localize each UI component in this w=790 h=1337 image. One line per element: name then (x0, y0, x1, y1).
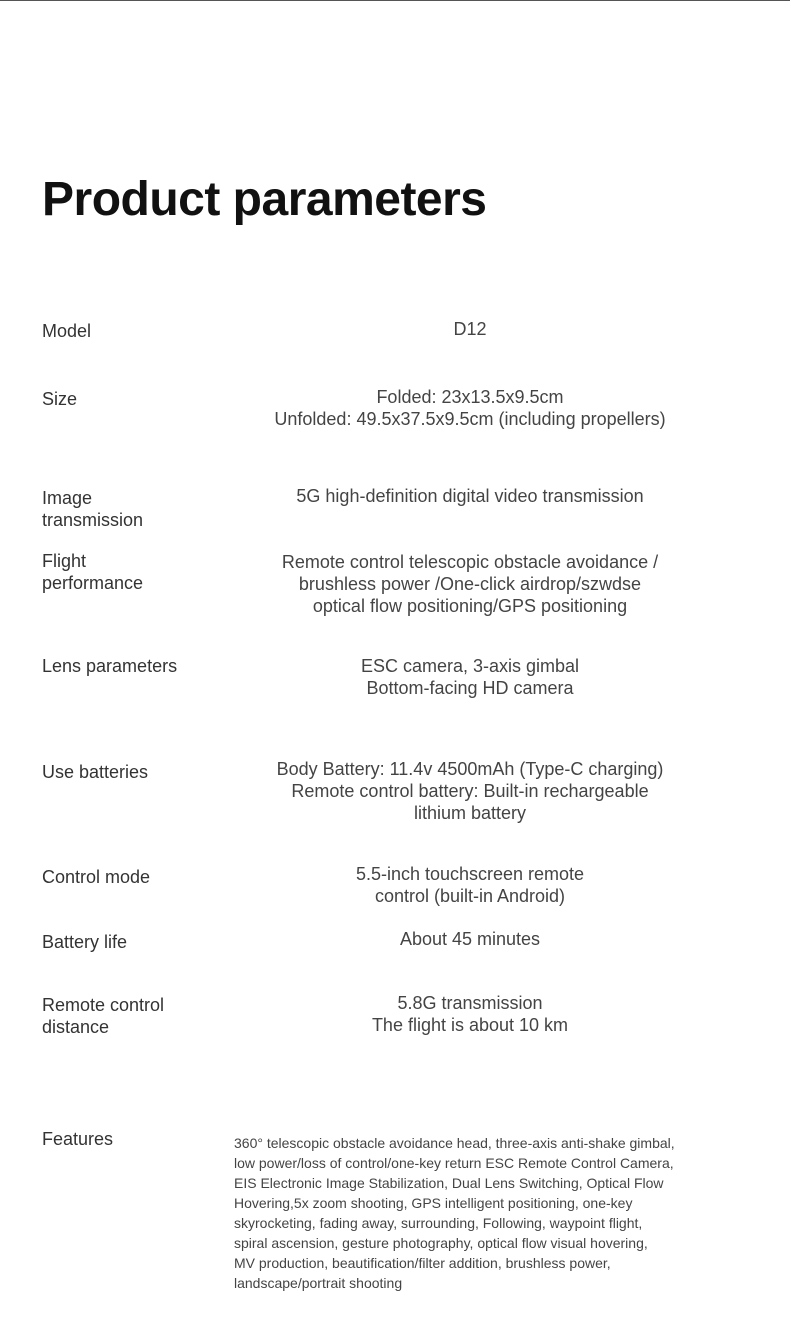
param-label-battery-life: Battery life (42, 932, 128, 952)
param-value-image-transmission: 5G high-definition digital video transmission (296, 486, 644, 506)
param-value-battery-life: About 45 minutes (399, 929, 541, 949)
param-label-size: Size (42, 389, 78, 409)
param-label-image-transmission: Image transmission (42, 488, 144, 530)
param-value-model: D12 (453, 319, 487, 339)
top-divider (0, 0, 790, 1)
param-label-flight-performance: Flight performance (42, 551, 144, 593)
param-value-use-batteries: Body Battery: 11.4v 4500mAh (Type-C charging) Remote control battery: Built-in rechargeable lithium battery (276, 759, 664, 823)
param-value-remote-control-distance: 5.8G transmission The flight is about 10 km (371, 993, 569, 1035)
param-value-control-mode: 5.5-inch touchscreen remote control (built-in Android) (355, 864, 585, 906)
param-value-features: 360° telescopic obstacle avoidance head, three-axis anti-shake gimbal, low power/loss of control/one-key return ESC Remote Control Camera, EIS Electronic Image Stabilization, Dual Lens Switching, Optical Flow Hovering,5x zoom shooting, GPS intelligent positioning, one-key skyrocketing, fading away, surrounding, Following, waypoint flight, spiral ascension, gesture photography, optical flow visual hovering, MV production, beautification/filter addition, brushless power, landscape/portrait shooting (234, 1135, 675, 1291)
page-title: Product parameters (42, 173, 487, 226)
param-value-lens-parameters: ESC camera, 3-axis gimbal Bottom-facing HD camera (360, 656, 580, 698)
param-label-features: Features (42, 1129, 114, 1149)
param-label-remote-control-distance: Remote control distance (42, 995, 165, 1037)
param-value-size: Folded: 23x13.5x9.5cm Unfolded: 49.5x37.5x9.5cm (including propellers) (274, 387, 666, 429)
param-label-control-mode: Control mode (42, 867, 151, 887)
param-label-use-batteries: Use batteries (42, 762, 149, 782)
param-label-lens-parameters: Lens parameters (42, 656, 178, 676)
param-value-flight-performance: Remote control telescopic obstacle avoidance / brushless power /One-click airdrop/szwdse optical flow positioning/GPS positioning (281, 552, 659, 616)
param-label-model: Model (42, 321, 92, 341)
